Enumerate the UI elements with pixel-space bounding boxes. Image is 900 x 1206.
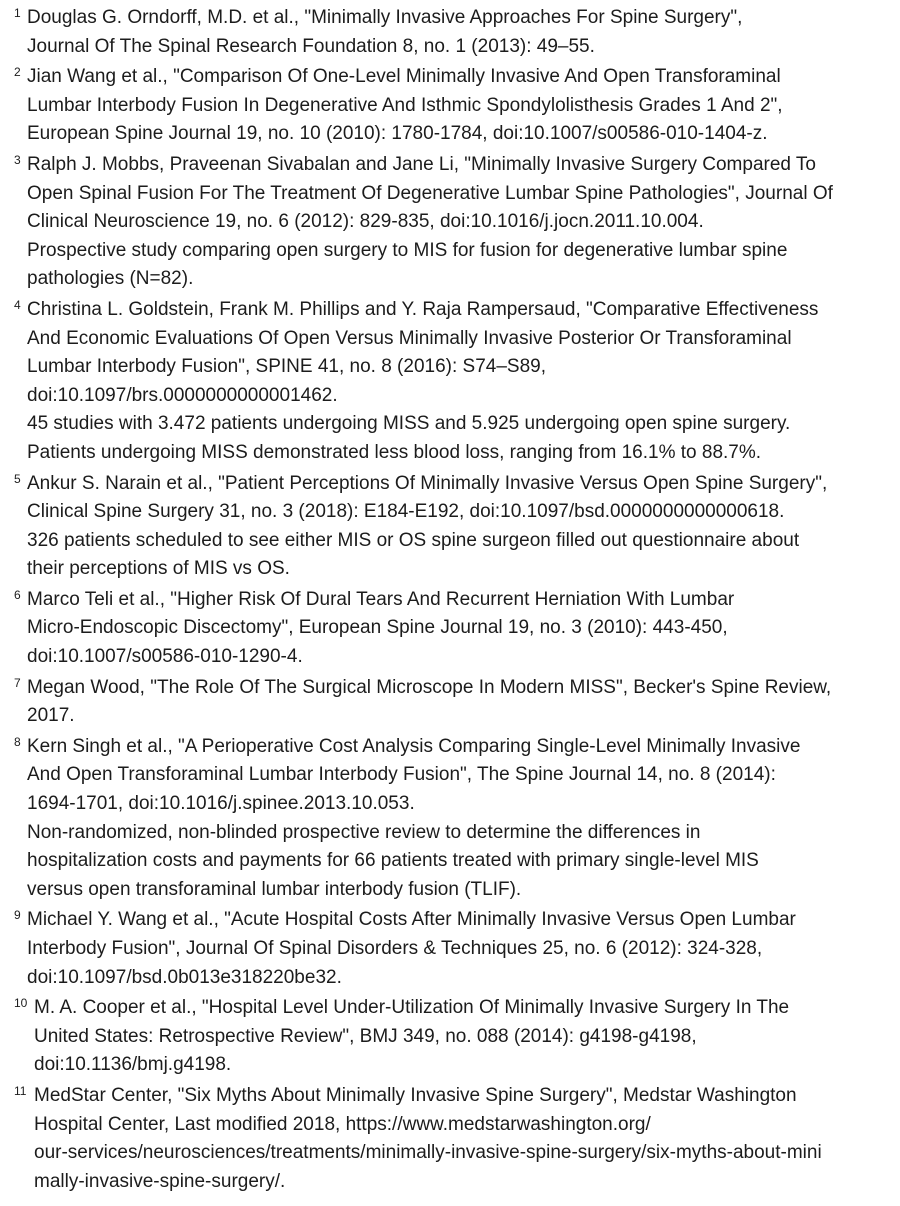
footnote-text: Jian Wang et al., "Comparison Of One-Level Minimally Invasive And Open Transforaminal Lumbar Interbody Fusion In Degenerative And Isthmic Spondylolisthesis Grades 1 And 2", European Spine Journal 19, no. 10 (2010): 1780-1784, doi:10.1007/s00586-010-1404-z. — [27, 66, 783, 145]
footnote-number: 9 — [14, 908, 21, 923]
footnote — [14, 151, 880, 294]
footnote-number: 5 — [14, 471, 21, 486]
footnote — [14, 586, 880, 672]
footnote-text: Ralph J. Mobbs, Praveenan Sivabalan and Jane Li, "Minimally Invasive Surgery Compared To Open Spinal Fusion For The Treatment Of Degenerative Lumbar Spine Pathologies", Journal Of Clinical Neuroscience 19, no. 6 (2012): 829-835, doi:10.1016/j.jocn.2011.10.004. Prospective study comparing open surgery to MIS for fusion for degenerative lumbar spine pathologies (N=82). — [27, 153, 833, 290]
footnote-number: 2 — [14, 65, 21, 80]
footnote-text: Ankur S. Narain et al., "Patient Perceptions Of Minimally Invasive Versus Open Spine Surgery", Clinical Spine Surgery 31, no. 3 (2018): E184-E192, doi:10.1097/bsd.0000000000000618. 326 patients scheduled to see either MIS or OS spine surgeon filled out questionnaire about their perceptions of MIS vs OS. — [27, 472, 828, 580]
footnote-number: 8 — [14, 734, 21, 749]
footnote-text: Megan Wood, "The Role Of The Surgical Microscope In Modern MISS", Becker's Spine Review, 2017. — [27, 676, 832, 727]
footnote-text: Douglas G. Orndorff, M.D. et al., "Minimally Invasive Approaches For Spine Surgery", Journal Of The Spinal Research Foundation 8, no. 1 (2013): 49–55. — [27, 7, 743, 57]
footnote-text: M. A. Cooper et al., "Hospital Level Under-Utilization Of Minimally Invasive Surgery In The United States: Retrospective Review", BMJ 349, no. 088 (2014): g4198-g4198, doi:10.1136/bmj.g4198. — [34, 997, 790, 1076]
footnote-number: 6 — [14, 587, 21, 602]
footnote — [14, 296, 880, 468]
footnote-text: MedStar Center, "Six Myths About Minimally Invasive Spine Surgery", Medstar Washington Hospital Center, Last modified 2018, https://www.medstarwashington.org/ our-services/neurosciences/treatments/minimally-invasive-spine-surgery/six-myths-about-mini mally-invasive-spine-surgery/. — [34, 1084, 822, 1192]
footnote-text: Christina L. Goldstein, Frank M. Phillips and Y. Raja Rampersaud, "Comparative Effectiveness And Economic Evaluations Of Open Versus Minimally Invasive Posterior Or Transforaminal Lumbar Interbody Fusion", SPINE 41, no. 8 (2016): S74–S89, doi:10.1097/brs.0000000000001462. 45 studies with 3.472 patients undergoing MISS and 5.925 undergoing open spine surgery. Patients undergoing MISS demonstrated less blood loss, ranging from 16.1% to 88.7%. — [27, 298, 819, 463]
footnote-number: 4 — [14, 297, 21, 312]
footnote-number: 11 — [14, 1083, 27, 1098]
footnote-number: 10 — [14, 996, 28, 1011]
footnote — [14, 63, 880, 149]
footnote — [14, 674, 880, 731]
footnote-text: Marco Teli et al., "Higher Risk Of Dural Tears And Recurrent Herniation With Lumbar Micro-Endoscopic Discectomy", European Spine Journal 19, no. 3 (2010): 443-450, doi:10.1007/s00586-010-1290-4. — [27, 588, 735, 668]
footnote-text: Michael Y. Wang et al., "Acute Hospital Costs After Minimally Invasive Versus Open Lumbar Interbody Fusion", Journal Of Spinal Disorders & Techniques 25, no. 6 (2012): 324-328, doi:10.1097/bsd.0b013e318220be32. — [27, 909, 796, 988]
footnote — [14, 906, 880, 992]
footnote-text: Kern Singh et al., "A Perioperative Cost Analysis Comparing Single-Level Minimally Invasive And Open Transforaminal Lumbar Interbody Fusion", The Spine Journal 14, no. 8 (2014): 1694-1701, doi:10.1016/j.spinee.2013.10.053. Non-randomized, non-blinded prospective review to determine the differences in hospitalization costs and payments for 66 patients treated with primary single-level MIS versus open transforaminal lumbar interbody fusion (TLIF). — [27, 735, 801, 900]
footnote — [14, 994, 880, 1080]
footnote-number: 1 — [14, 6, 21, 20]
footnote — [14, 470, 880, 584]
footnote-number: 3 — [14, 152, 21, 167]
footnote — [14, 1082, 880, 1196]
footnote-number: 7 — [14, 675, 21, 690]
footnote — [14, 4, 880, 61]
footnote — [14, 733, 880, 905]
